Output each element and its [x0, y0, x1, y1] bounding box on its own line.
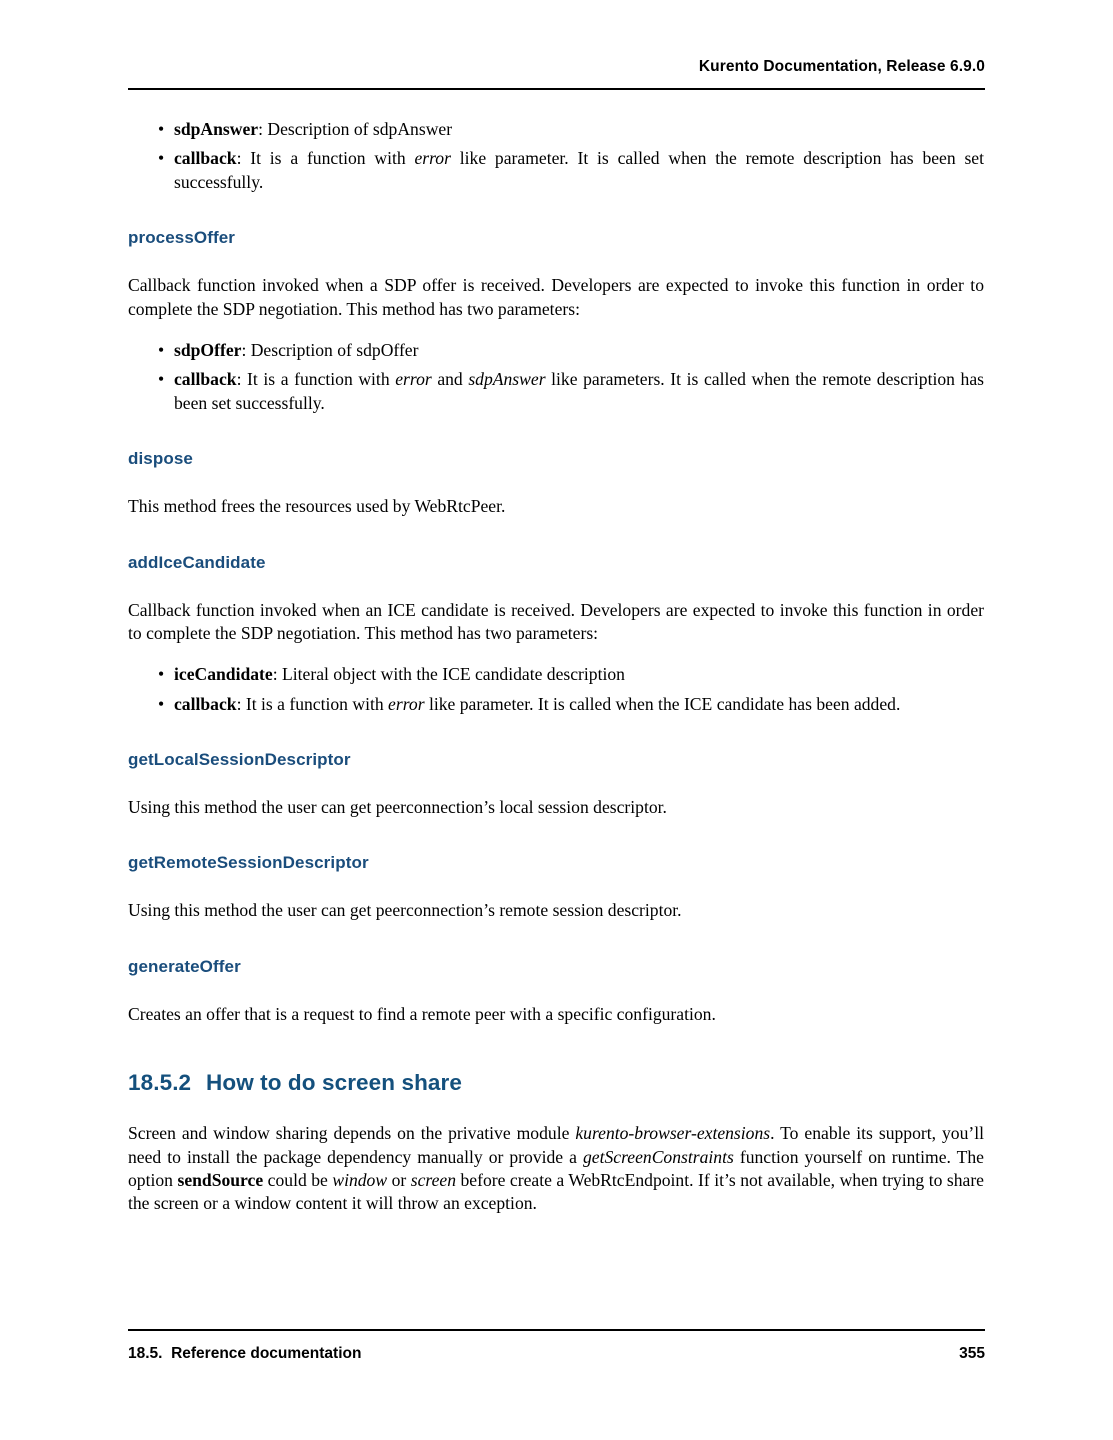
- para-emphasis-window: window: [332, 1170, 388, 1191]
- para-emphasis-module: kurento-browser-extensions: [575, 1123, 771, 1144]
- subsection-number: 18.5.2: [128, 1070, 192, 1096]
- section-paragraph-getremotesessiondescriptor: Using this method the user can get peerconnection’s remote session descriptor.: [128, 900, 682, 921]
- bullet-term: iceCandidate: [174, 664, 273, 685]
- footer-section-label: 18.5. Reference documentation: [128, 1345, 362, 1362]
- section-heading-getlocalsessiondescriptor: getLocalSessionDescriptor: [128, 750, 351, 770]
- para-text-3: function yourself on runtime. The option: [128, 1146, 984, 1191]
- list-item: [128, 693, 984, 716]
- bullet-emphasis-sdpanswer: sdpAnswer: [468, 369, 546, 390]
- section-paragraph-getlocalsessiondescriptor: Using this method the user can get peerconnection’s local session descriptor.: [128, 797, 667, 818]
- bullet-text: : Literal object with the ICE candidate description: [272, 664, 625, 685]
- bullet-term: callback: [174, 693, 237, 714]
- bullet-emphasis: error: [414, 148, 451, 169]
- section-paragraph-processoffer: Callback function invoked when a SDP offer is received. Developers are expected to invoke this function in order to complete the SDP negotiation. This method has two parameters:: [128, 275, 984, 319]
- bullet-text-cont: like parameter. It is called when the ICE candidate has been added.: [424, 693, 901, 714]
- para-text-6: before create a WebRtcEndpoint. If it’s not available, when trying to share the screen or a window content it will throw an exception.: [128, 1170, 984, 1214]
- para-text-4: could be: [263, 1170, 333, 1191]
- list-item: [128, 118, 984, 141]
- bullet-text: : It is a function with: [236, 693, 389, 714]
- page-number: 355: [959, 1345, 985, 1362]
- header-divider: [128, 88, 985, 90]
- bullet-emphasis-error: error: [388, 693, 425, 714]
- page-content: [128, 118, 984, 1216]
- bullet-term: callback: [174, 148, 237, 169]
- section-heading-getremotesessiondescriptor: getRemoteSessionDescriptor: [128, 853, 369, 873]
- bullet-emphasis-error: error: [395, 369, 432, 390]
- top-bullet-list: [128, 118, 984, 194]
- para-emphasis-screen: screen: [410, 1170, 456, 1191]
- section-heading-addicecandidate: addIceCandidate: [128, 552, 266, 572]
- section-heading-processoffer: processOffer: [128, 228, 236, 248]
- bullet-term: sdpAnswer: [174, 119, 259, 139]
- subsection-heading-screen-share: [128, 1070, 984, 1096]
- subsection-paragraph-screen-share: [128, 1122, 984, 1216]
- para-text-1: Screen and window sharing depends on the privative module: [128, 1123, 576, 1144]
- page-footer: [128, 1345, 985, 1363]
- section-paragraph-addicecandidate: Callback function invoked when an ICE candidate is received. Developers are expected to invoke this function in order to complete the SDP negotiation. This method has two parameters:: [128, 599, 984, 643]
- bullet-text: : It is a function with: [236, 148, 415, 169]
- footer-divider: [128, 1329, 985, 1331]
- bullet-text-cont: like parameter. It is called when the remote description has been set successfully.: [174, 148, 984, 192]
- para-emphasis-function: getScreenConstraints: [582, 1146, 734, 1167]
- bullet-text: : It is a function with: [236, 369, 396, 390]
- para-bold-sendsource: sendSource: [177, 1170, 264, 1191]
- list-item: [128, 339, 984, 362]
- section-heading-generateoffer: generateOffer: [128, 956, 241, 976]
- page-header: Kurento Documentation, Release 6.9.0: [698, 58, 985, 75]
- bullet-text: : Description of sdpOffer: [241, 339, 419, 360]
- bullet-text: : Description of sdpAnswer: [258, 119, 453, 139]
- subsection-title: How to do screen share: [206, 1070, 463, 1096]
- bullet-term: sdpOffer: [174, 339, 242, 360]
- section-paragraph-dispose: This method frees the resources used by WebRtcPeer.: [128, 496, 506, 517]
- addicecandidate-bullet-list: [128, 663, 984, 716]
- section-heading-dispose: dispose: [128, 449, 193, 469]
- bullet-term: callback: [174, 369, 237, 390]
- list-item: [128, 663, 984, 686]
- list-item: [128, 147, 984, 194]
- processoffer-bullet-list: [128, 339, 984, 415]
- section-paragraph-generateoffer: Creates an offer that is a request to find a remote peer with a specific configuration.: [128, 1003, 716, 1024]
- list-item: [128, 368, 984, 415]
- bullet-text-cont: like parameters. It is called when the remote description has been set successfully.: [174, 369, 984, 413]
- para-text-5: or: [387, 1170, 411, 1191]
- bullet-text-mid: and: [431, 369, 469, 390]
- para-text-2: . To enable its support, you’ll need to install the package dependency manually or provide a: [128, 1123, 985, 1167]
